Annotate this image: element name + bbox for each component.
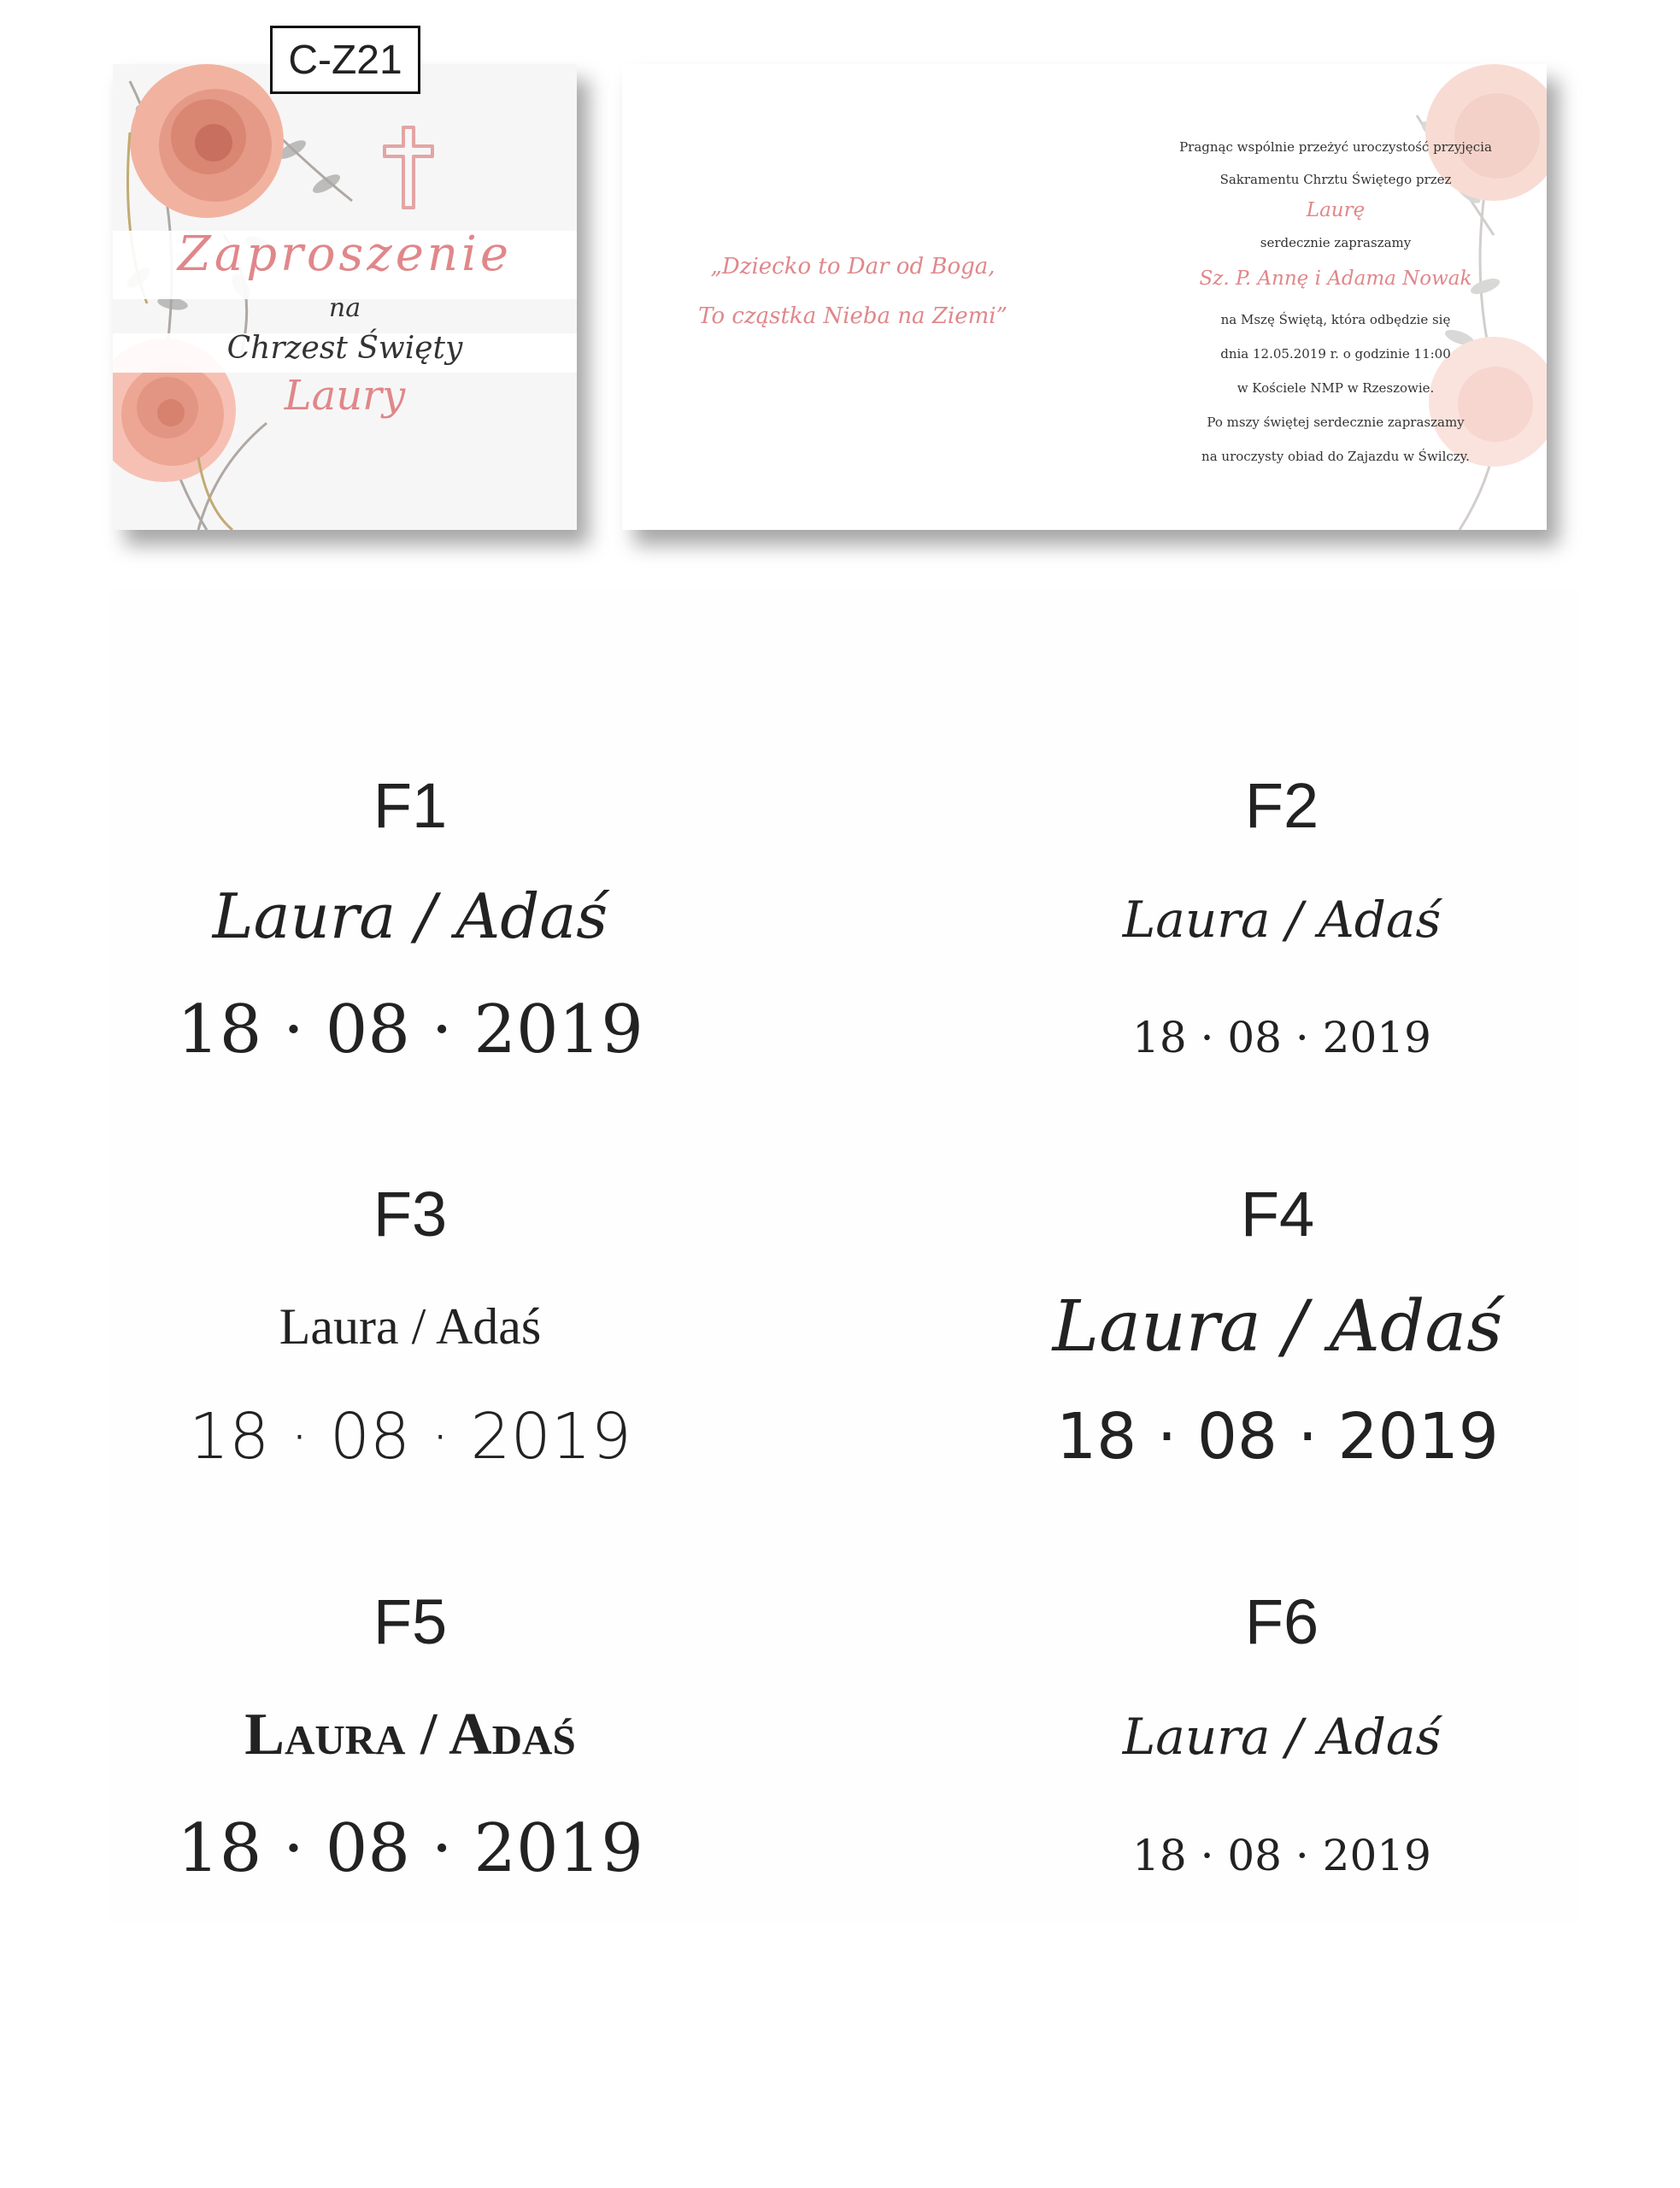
quote-line-1: „Dziecko to Dar od Boga,	[710, 254, 996, 279]
quote-line-2: To cząstka Nieba na Ziemi”	[698, 303, 1007, 329]
invitation-title: Zaproszenie	[177, 226, 513, 282]
font-sample-names-f4: Laura / Adaś	[1052, 1286, 1503, 1368]
font-sample-names-f2: Laura / Adaś	[1122, 891, 1442, 949]
font-sample-date-f4: 18 · 08 · 2019	[1056, 1400, 1499, 1473]
invitation-text-line: Po mszy świętej serdecznie zapraszamy	[1207, 415, 1465, 430]
font-sample-label-f2: F2	[1244, 770, 1319, 841]
font-sample-label-f4: F4	[1240, 1179, 1315, 1250]
invitation-occasion: Chrzest Święty	[226, 331, 463, 366]
cross-icon	[379, 124, 438, 216]
invitation-child-name: Laury	[284, 372, 406, 420]
font-sample-names-f3: Laura / Adaś	[279, 1298, 542, 1355]
font-sample-label-f6: F6	[1244, 1586, 1319, 1657]
font-sample-label-f5: F5	[373, 1586, 448, 1657]
font-sample-names-f6: Laura / Adaś	[1122, 1708, 1442, 1766]
invitation-guests: Sz. P. Annę i Adama Nowak	[1199, 268, 1472, 290]
font-sample-label-f3: F3	[373, 1179, 448, 1250]
font-sample-names-f5: Laura / Adaś	[244, 1702, 576, 1767]
product-code-badge: C-Z21	[270, 26, 420, 94]
invitation-na: na	[328, 293, 361, 323]
invitation-text-line: na uroczysty obiad do Zajazdu w Świlczy.	[1201, 449, 1470, 464]
font-sample-date-f1: 18 · 08 · 2019	[177, 991, 643, 1068]
font-sample-label-f1: F1	[373, 770, 448, 841]
font-sample-names-f1: Laura / Adaś	[212, 880, 608, 952]
font-sample-date-f3: 18 · 08 · 2019	[189, 1400, 631, 1473]
invitation-text-line: w Kościele NMP w Rzeszowie.	[1237, 380, 1435, 396]
invitation-text-line: Sakramentu Chrztu Świętego przez	[1219, 172, 1452, 187]
invitation-inside-card	[622, 64, 1547, 530]
font-sample-date-f2: 18 · 08 · 2019	[1132, 1013, 1431, 1062]
invitation-text-line: Pragnąc wspólnie przeżyć uroczystość przyjęcia	[1179, 139, 1492, 155]
font-sample-date-f5: 18 · 08 · 2019	[177, 1810, 643, 1887]
invitation-child-name-inside: Laurę	[1306, 199, 1366, 221]
invitation-front-card	[113, 64, 577, 530]
font-sample-date-f6: 18 · 08 · 2019	[1132, 1831, 1431, 1880]
invitation-text-line: dnia 12.05.2019 r. o godzinie 11:00	[1220, 346, 1451, 362]
invitation-text-line: serdecznie zapraszamy	[1260, 235, 1412, 250]
invitation-text-line: na Mszę Świętą, która odbędzie się	[1220, 312, 1451, 327]
